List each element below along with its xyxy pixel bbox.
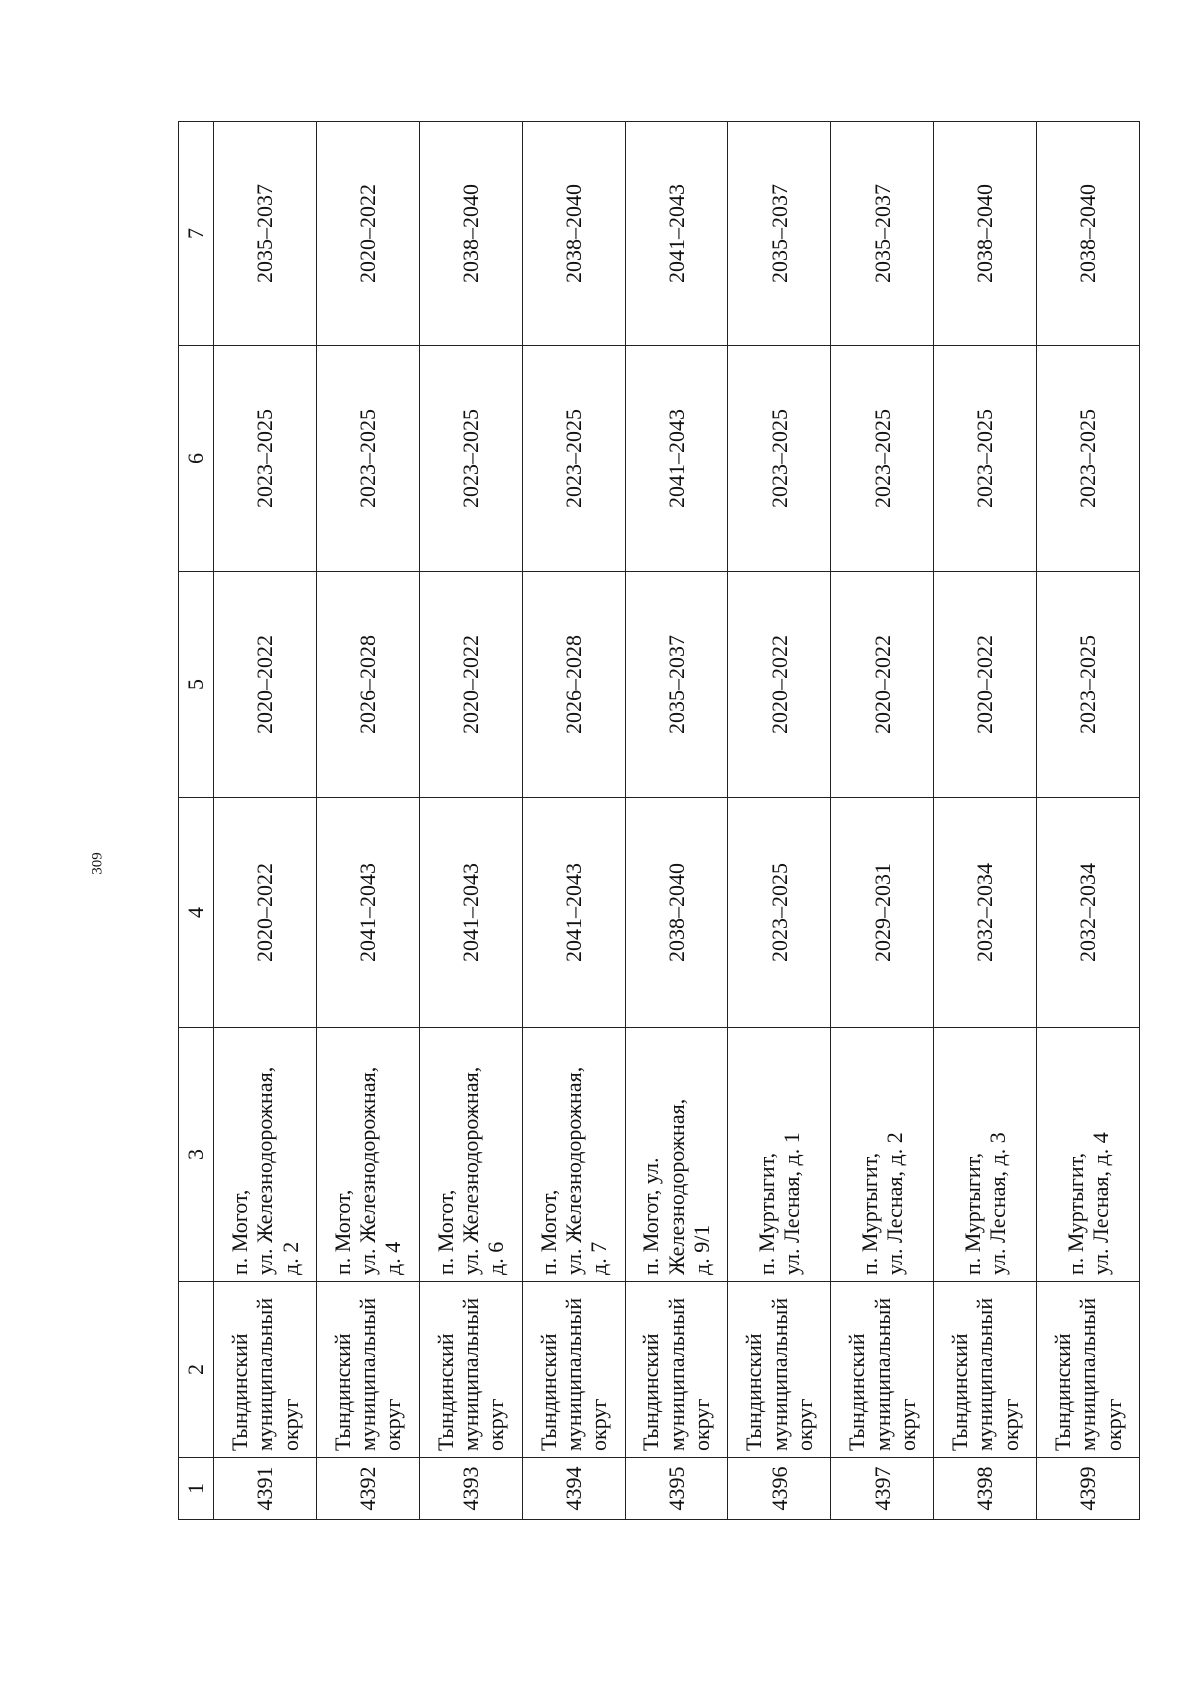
period-cell: 2023–2025: [522, 346, 625, 572]
address-line: п. Муртыгит,: [856, 1152, 882, 1275]
period-cell: 2041–2043: [522, 798, 625, 1028]
period-cell: 2023–2025: [728, 798, 831, 1028]
period-cell: 2035–2037: [728, 122, 831, 346]
period-cell: 2020–2022: [316, 122, 419, 346]
period-cell: 2035–2037: [214, 122, 317, 346]
address-line: Железнодорожная,: [663, 1098, 689, 1275]
period-cell: 2041–2043: [316, 798, 419, 1028]
district-line: муниципальный: [869, 1297, 895, 1451]
period-cell: 2023–2025: [831, 346, 934, 572]
district-line: округ: [997, 1398, 1023, 1451]
period-cell: 2023–2025: [316, 346, 419, 572]
district-line: муниципальный: [766, 1297, 792, 1451]
address-cell: [831, 1028, 934, 1282]
address-line: д. 2: [277, 1241, 303, 1275]
header-cell: 3: [179, 1028, 214, 1282]
table-row: [831, 122, 934, 1520]
period-cell: 2020–2022: [831, 572, 934, 798]
header-cell: 6: [179, 346, 214, 572]
period-cell: 2032–2034: [934, 798, 1037, 1028]
district-line: Тындинский: [535, 1333, 561, 1451]
table-row: [728, 122, 831, 1520]
address-line: ул. Лесная, д. 3: [985, 1132, 1011, 1275]
period-cell: 2035–2037: [625, 572, 728, 798]
district-line: округ: [483, 1398, 509, 1451]
period-cell: 2038–2040: [522, 122, 625, 346]
district-cell: [522, 1282, 625, 1458]
address-line: п. Могот,: [226, 1189, 252, 1275]
address-line: д. 4: [380, 1241, 406, 1275]
row-number-cell: 4391: [214, 1458, 317, 1520]
address-line: п. Могот,: [329, 1189, 355, 1275]
address-line: ул. Лесная, д. 2: [882, 1132, 908, 1275]
row-number-cell: 4396: [728, 1458, 831, 1520]
district-line: Тындинский: [329, 1333, 355, 1451]
header-cell: 2: [179, 1282, 214, 1458]
period-cell: 2023–2025: [934, 346, 1037, 572]
district-line: муниципальный: [560, 1297, 586, 1451]
address-line: ул. Железнодорожная,: [355, 1066, 381, 1275]
row-number-cell: 4394: [522, 1458, 625, 1520]
period-cell: 2023–2025: [728, 346, 831, 572]
address-line: п. Муртыгит,: [1062, 1152, 1088, 1275]
header-cell: 5: [179, 572, 214, 798]
district-cell: [316, 1282, 419, 1458]
table-row: [214, 122, 317, 1520]
table-container: [178, 122, 1140, 1520]
district-cell: [419, 1282, 522, 1458]
district-cell: [934, 1282, 1037, 1458]
period-cell: 2029–2031: [831, 798, 934, 1028]
district-line: округ: [689, 1398, 715, 1451]
period-cell: 2023–2025: [214, 346, 317, 572]
district-line: округ: [380, 1398, 406, 1451]
district-line: округ: [791, 1398, 817, 1451]
district-line: Тындинский: [638, 1333, 664, 1451]
row-number-cell: 4392: [316, 1458, 419, 1520]
address-line: п. Муртыгит,: [959, 1152, 985, 1275]
table-row: [316, 122, 419, 1520]
district-line: муниципальный: [1075, 1297, 1101, 1451]
address-line: п. Муртыгит,: [754, 1152, 780, 1275]
district-line: муниципальный: [355, 1297, 381, 1451]
row-number-cell: 4399: [1037, 1458, 1140, 1520]
district-line: муниципальный: [972, 1297, 998, 1451]
header-cell: 1: [179, 1458, 214, 1520]
data-table: [178, 121, 1140, 1520]
period-cell: 2035–2037: [831, 122, 934, 346]
period-cell: 2020–2022: [419, 572, 522, 798]
period-cell: 2020–2022: [214, 798, 317, 1028]
table-row: [522, 122, 625, 1520]
district-line: округ: [894, 1398, 920, 1451]
header-cell: 4: [179, 798, 214, 1028]
period-cell: 2041–2043: [625, 122, 728, 346]
district-cell: [728, 1282, 831, 1458]
table-row: [1037, 122, 1140, 1520]
table-row: [625, 122, 728, 1520]
district-line: Тындинский: [432, 1333, 458, 1451]
row-number-cell: 4398: [934, 1458, 1037, 1520]
district-cell: [214, 1282, 317, 1458]
address-line: п. Могот,: [535, 1189, 561, 1275]
table-row: [419, 122, 522, 1520]
district-line: округ: [1100, 1398, 1126, 1451]
table-row: [934, 122, 1037, 1520]
period-cell: 2038–2040: [625, 798, 728, 1028]
row-number-cell: 4393: [419, 1458, 522, 1520]
period-cell: 2026–2028: [316, 572, 419, 798]
address-cell: [522, 1028, 625, 1282]
period-cell: 2020–2022: [934, 572, 1037, 798]
address-line: ул. Железнодорожная,: [458, 1066, 484, 1275]
district-cell: [831, 1282, 934, 1458]
page-number: 309: [89, 852, 106, 875]
address-cell: [419, 1028, 522, 1282]
district-line: Тындинский: [741, 1333, 767, 1451]
district-line: Тындинский: [226, 1333, 252, 1451]
address-cell: [728, 1028, 831, 1282]
district-cell: [1037, 1282, 1140, 1458]
period-cell: 2038–2040: [934, 122, 1037, 346]
period-cell: 2038–2040: [419, 122, 522, 346]
address-line: д. 7: [586, 1241, 612, 1275]
period-cell: 2020–2022: [214, 572, 317, 798]
period-cell: 2026–2028: [522, 572, 625, 798]
address-cell: [625, 1028, 728, 1282]
district-line: Тындинский: [844, 1333, 870, 1451]
district-line: округ: [277, 1398, 303, 1451]
district-line: муниципальный: [252, 1297, 278, 1451]
period-cell: 2023–2025: [1037, 572, 1140, 798]
period-cell: 2023–2025: [1037, 346, 1140, 572]
address-line: п. Могот, ул.: [638, 1157, 664, 1275]
address-line: ул. Железнодорожная,: [252, 1066, 278, 1275]
district-line: Тындинский: [1050, 1333, 1076, 1451]
period-cell: 2020–2022: [728, 572, 831, 798]
district-line: муниципальный: [458, 1297, 484, 1451]
address-line: п. Могот,: [432, 1189, 458, 1275]
district-line: округ: [586, 1398, 612, 1451]
header-row: [179, 122, 214, 1520]
period-cell: 2041–2043: [625, 346, 728, 572]
district-cell: [625, 1282, 728, 1458]
address-line: д. 9/1: [689, 1224, 715, 1275]
row-number-cell: 4395: [625, 1458, 728, 1520]
address-cell: [316, 1028, 419, 1282]
period-cell: 2041–2043: [419, 798, 522, 1028]
address-cell: [934, 1028, 1037, 1282]
address-cell: [1037, 1028, 1140, 1282]
address-line: ул. Лесная, д. 4: [1088, 1132, 1113, 1275]
period-cell: 2032–2034: [1037, 798, 1140, 1028]
address-line: д. 6: [483, 1241, 509, 1275]
district-line: муниципальный: [663, 1297, 689, 1451]
address-line: ул. Железнодорожная,: [560, 1066, 586, 1275]
header-cell: 7: [179, 122, 214, 346]
period-cell: 2038–2040: [1037, 122, 1140, 346]
district-line: Тындинский: [947, 1333, 973, 1451]
address-line: ул. Лесная, д. 1: [779, 1132, 805, 1275]
address-cell: [214, 1028, 317, 1282]
period-cell: 2023–2025: [419, 346, 522, 572]
row-number-cell: 4397: [831, 1458, 934, 1520]
